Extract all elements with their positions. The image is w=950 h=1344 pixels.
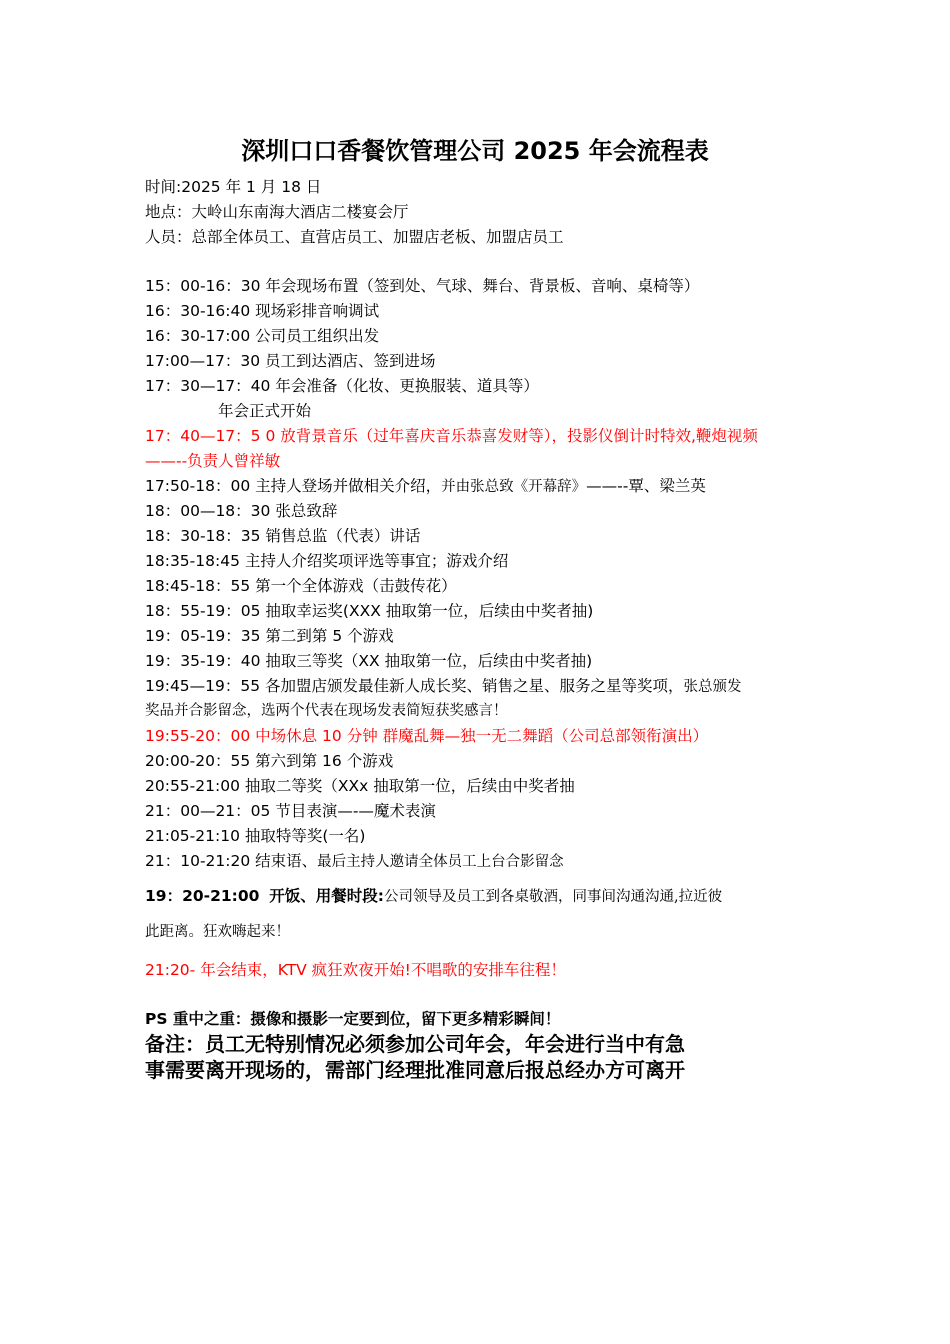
schedule-item: 年会正式开始 [218,402,312,420]
schedule-item: 19：35-19：40 抽取三等奖（XX 抽取第一位，后续由中奖者抽) [145,652,593,670]
schedule-item-part: 并由张总致《开幕辞》 [441,479,587,495]
note-line: 备注：员工无特别情况必须参加公司年会，年会进行当中有急 [145,1032,685,1056]
document-title: 深圳口口香餐饮管理公司 2025 年会流程表 [241,137,709,165]
schedule-item [145,849,564,874]
ps-line: PS 重中之重：摄像和摄影一定要到位，留下更多精彩瞬间！ [145,1010,561,1028]
schedule-item [145,674,742,699]
schedule-item: 21：00—21：05 节目表演—-—魔术表演 [145,802,436,820]
schedule-item: 17：30—17：40 年会准备（化妆、更换服装、道具等） [145,377,539,395]
schedule-item: 16：30-17:00 公司员工组织出发 [145,327,380,345]
schedule-item: 20:00-20：55 第六到第 16 个游戏 [145,752,394,770]
schedule-item [145,474,706,499]
schedule-item: 20:55-21:00 抽取二等奖（XXx 抽取第一位，后续由中奖者抽 [145,777,575,795]
schedule-item-highlight: 19:55-20：00 中场休息 10 分钟 群魔乱舞—独一无二舞蹈（公司总部领衔演出） [145,727,709,745]
schedule-item: 18：00—18：30 张总致辞 [145,502,338,520]
dinner-time: 19：20-21:00 [145,887,260,905]
schedule-item: 18：30-18：35 销售总监（代表）讲话 [145,527,421,545]
schedule-item: 奖品并合影留念，选两个代表在现场发表简短获奖感言！ [145,703,508,719]
dinner-text: 公司领导及员工到各桌敬酒，同事间沟通沟通,拉近彼 [383,889,723,905]
schedule-item-part: 张总颁发 [683,679,742,695]
meta-people: 人员：总部全体员工、直营店员工、加盟店老板、加盟店员工 [145,228,564,246]
schedule-item: 16：30-16:40 现场彩排音响调试 [145,302,380,320]
schedule-item-part: 17:50-18：00 主持人登场并做相关介绍， [145,477,442,495]
schedule-item: 21:05-21:10 抽取特等奖(一名) [145,827,366,845]
schedule-item-part: 19:45—19：55 各加盟店颁发最佳新人成长奖、销售之星、服务之星等奖项， [145,677,684,695]
end-line: 21:20- 年会结束，KTV 疯狂欢夜开始!不唱歌的安排车往程！ [145,961,566,979]
schedule-item: 18：55-19：05 抽取幸运奖(XXX 抽取第一位，后续由中奖者抽) [145,602,594,620]
note-line: 事需要离开现场的，需部门经理批准同意后报总经办方可离开 [145,1058,685,1082]
schedule-item-part: 最后主持人邀请全体员工上台合影留念 [317,854,564,870]
schedule-item: 18:45-18：55 第一个全体游戏（击鼓传花） [145,577,457,595]
schedule-item-part: ——--覃、梁兰英 [586,477,706,495]
schedule-item-highlight: 17：40—17：5 0 放背景音乐（过年喜庆音乐恭喜发财等），投影仪倒计时特效,鞭炮视频 [145,427,758,445]
schedule-item: 19：05-19：35 第二到第 5 个游戏 [145,627,394,645]
dinner-text-cont: 此距离。狂欢嗨起来！ [145,924,290,940]
schedule-item: 18:35-18:45 主持人介绍奖项评选等事宜；游戏介绍 [145,552,509,570]
dinner-line [145,884,722,909]
schedule-item-highlight: ——--负责人曾祥敏 [145,452,281,470]
schedule-item-part: 21：10-21:20 结束语、 [145,852,318,870]
schedule-item: 15：00-16：30 年会现场布置（签到处、气球、舞台、背景板、音响、桌椅等） [145,277,700,295]
dinner-label: 开饭、用餐时段: [269,887,384,905]
schedule-item: 17:00—17：30 员工到达酒店、签到进场 [145,352,436,370]
meta-time: 时间:2025 年 1 月 18 日 [145,178,322,196]
meta-place: 地点：大岭山东南海大酒店二楼宴会厅 [145,203,409,221]
